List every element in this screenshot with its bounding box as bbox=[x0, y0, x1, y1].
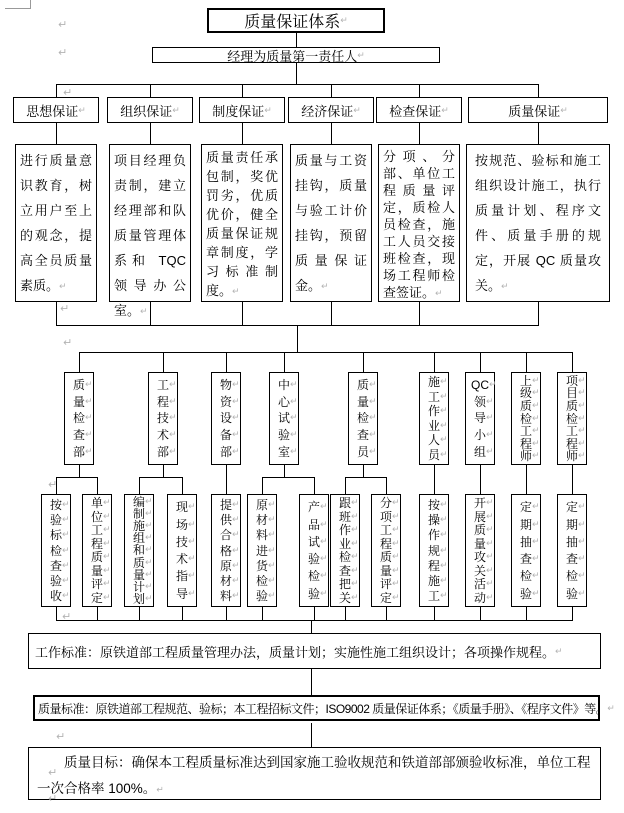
connector-line bbox=[434, 607, 435, 620]
connector-line bbox=[56, 84, 539, 85]
department-box: 项 ↵ 目 ↵ 质 ↵ 检 ↵ 工 ↵ 程 ↵ 师 ↵ bbox=[557, 372, 587, 465]
paragraph-mark-icon: ↵ bbox=[48, 767, 58, 779]
department-box: 工 ↵ 程 ↵ 技 ↵ 术 ↵ 部 ↵ bbox=[148, 372, 178, 465]
connector-line bbox=[139, 477, 183, 478]
paragraph-mark-icon: ↵ bbox=[353, 104, 361, 115]
paragraph-mark-icon: ↵ bbox=[607, 702, 615, 713]
paragraph-mark-icon: ↵ bbox=[58, 19, 68, 31]
root-box bbox=[207, 8, 385, 33]
connector-line bbox=[434, 352, 435, 372]
connector-line bbox=[526, 465, 527, 494]
connector-line bbox=[480, 352, 481, 372]
paragraph-mark-icon: ↵ bbox=[232, 286, 240, 297]
paragraph-mark-icon: ↵ bbox=[264, 104, 272, 115]
column-body-quality bbox=[466, 144, 610, 302]
connector-line bbox=[311, 620, 312, 633]
paragraph-mark-icon: ↵ bbox=[555, 645, 563, 656]
column-header-label: 质量保证 bbox=[508, 103, 561, 119]
duty-box: 原 ↵ 材 ↵ 料 ↵ 进 ↵ 货 ↵ 检 ↵ 验 ↵ bbox=[247, 494, 277, 607]
connector-line bbox=[182, 477, 183, 494]
connector-line bbox=[572, 607, 573, 620]
paragraph-mark-icon: ↵ bbox=[63, 337, 73, 349]
connector-line bbox=[284, 352, 285, 372]
connector-line bbox=[56, 302, 57, 325]
connector-line bbox=[297, 325, 298, 352]
connector-line bbox=[419, 123, 420, 144]
table-corner-mark bbox=[5, 0, 31, 9]
connector-line bbox=[242, 123, 243, 144]
connector-line bbox=[139, 477, 140, 494]
connector-line bbox=[538, 302, 539, 325]
connector-line bbox=[314, 477, 315, 494]
paragraph-mark-icon: ↵ bbox=[140, 306, 148, 317]
connector-line bbox=[163, 352, 164, 372]
duty-box: 定 ↵ 期 ↵ 抽 ↵ 查 ↵ 检 ↵ 验 ↵ bbox=[557, 494, 587, 607]
paragraph-mark-icon: ↵ bbox=[156, 784, 164, 795]
column-body-system bbox=[201, 144, 283, 302]
connector-line bbox=[150, 123, 151, 144]
column-body-text: 质量责任承包制，奖优罚劣，优质优价，健全质量保证规章制度，学习标准制度。 bbox=[206, 150, 278, 298]
manager-label: 经理为质量第一责任人 bbox=[227, 48, 358, 64]
connector-line bbox=[331, 84, 332, 97]
connector-line bbox=[526, 352, 527, 372]
connector-line bbox=[296, 63, 297, 84]
connector-line bbox=[56, 477, 98, 478]
connector-line bbox=[314, 607, 315, 620]
connector-line bbox=[538, 123, 539, 144]
connector-line bbox=[311, 669, 312, 695]
duty-box: 单 ↵ 位 ↵ 工 ↵ 程 ↵ 质 ↵ 量 ↵ 评 ↵ 定 ↵ bbox=[82, 494, 112, 607]
connector-line bbox=[331, 123, 332, 144]
column-body-text: 项目经理负责制，建立经理部和队质量管理体系和 TQC 领导办公室。 bbox=[114, 153, 186, 318]
connector-line bbox=[386, 607, 387, 620]
duty-box: 跟 ↵ 班 ↵ 作 ↵ 业 ↵ 检 ↵ 查 ↵ 把 ↵ 关 ↵ bbox=[330, 494, 360, 607]
work-standard-text: 工作标准：原铁道部工程质量管理办法，质量计划；实施性施工组织设计；各项操作规程。 bbox=[35, 644, 556, 660]
duty-box: 定 ↵ 期 ↵ 抽 ↵ 查 ↵ 检 ↵ 验 ↵ bbox=[511, 494, 541, 607]
paragraph-mark-icon: ↵ bbox=[48, 479, 58, 491]
connector-line bbox=[262, 607, 263, 620]
connector-line bbox=[345, 477, 387, 478]
paragraph-mark-icon: ↵ bbox=[357, 49, 365, 60]
connector-line bbox=[419, 302, 420, 325]
duty-box: 编 ↵ 制 ↵ 施 ↵ 组 ↵ 和 ↵ 质 ↵ 量 ↵ 计 ↵ 划 ↵ bbox=[124, 494, 154, 607]
paragraph-mark-icon: ↵ bbox=[62, 611, 72, 623]
connector-line bbox=[139, 607, 140, 620]
connector-line bbox=[56, 123, 57, 144]
column-header-label: 组织保证 bbox=[120, 103, 173, 119]
column-body-text: 质量与工资挂钩，质量与验工计价挂钩，预留质量保证金。 bbox=[295, 153, 367, 293]
department-box: 施 ↵ 工 ↵ 作 ↵ 业 ↵ 人 ↵ 员 ↵ bbox=[419, 372, 449, 465]
connector-line bbox=[331, 302, 332, 325]
quality-goal-text: 质量目标：确保本工程质量标准达到国家施工验收规范和铁道部部颁验收标准，单位工程一次合格率 100%。 bbox=[37, 755, 591, 796]
connector-line bbox=[262, 477, 315, 478]
connector-line bbox=[345, 607, 346, 620]
column-body-economy bbox=[290, 144, 372, 302]
column-body-text: 按规范、验标和施工组织设计施工，执行质量计划、程序文件、质量手册的规定，开展 QC 质量攻关。 bbox=[475, 153, 601, 293]
connector-line bbox=[242, 84, 243, 97]
column-header-label: 制度保证 bbox=[212, 103, 265, 119]
department-box: 质 ↵ 量 ↵ 检 ↵ 查 ↵ 员 ↵ bbox=[348, 372, 378, 465]
column-header-inspection bbox=[376, 97, 462, 123]
connector-line bbox=[150, 302, 151, 325]
column-header-economy bbox=[288, 97, 374, 123]
column-header-ideology bbox=[13, 97, 99, 123]
paragraph-mark-icon: ↵ bbox=[172, 104, 180, 115]
connector-line bbox=[150, 84, 151, 97]
paragraph-mark-icon: ↵ bbox=[501, 281, 509, 292]
department-box: 物 ↵ 资 ↵ 设 ↵ 备 ↵ 部 ↵ bbox=[211, 372, 241, 465]
connector-line bbox=[262, 477, 263, 494]
connector-line bbox=[163, 465, 164, 477]
paragraph-mark-icon: ↵ bbox=[48, 793, 58, 805]
quality-goal-box bbox=[28, 747, 601, 800]
connector-line bbox=[79, 465, 80, 477]
paragraph-mark-icon: ↵ bbox=[435, 288, 443, 299]
connector-line bbox=[97, 607, 98, 620]
work-standard-box bbox=[28, 633, 601, 669]
connector-line bbox=[182, 607, 183, 620]
duty-box: 分 ↵ 项 ↵ 工 ↵ 程 ↵ 质 ↵ 量 ↵ 评 ↵ 定 ↵ bbox=[371, 494, 401, 607]
connector-line bbox=[538, 84, 539, 97]
column-body-inspection bbox=[378, 144, 460, 302]
paragraph-mark-icon: ↵ bbox=[59, 281, 67, 292]
connector-line bbox=[56, 620, 573, 621]
duty-box: 产 ↵ 品 ↵ 试 ↵ 验 ↵ 检 ↵ 验 ↵ bbox=[299, 494, 329, 607]
column-body-text: 进行质量意识教育，树立用户至上的观念，提高全员质量素质。 bbox=[20, 153, 92, 293]
connector-line bbox=[56, 84, 57, 97]
duty-box: 按 ↵ 验 ↵ 标 ↵ 检 ↵ 查 ↵ 验 ↵ 收 ↵ bbox=[41, 494, 71, 607]
connector-line bbox=[386, 477, 387, 494]
quality-standard-box bbox=[33, 695, 615, 721]
connector-line bbox=[419, 84, 420, 97]
connector-line bbox=[226, 352, 227, 372]
connector-line bbox=[363, 352, 364, 372]
connector-line bbox=[56, 607, 57, 620]
duty-box: 现 ↵ 场 ↵ 技 ↵ 术 ↵ 指 ↵ 导 ↵ bbox=[167, 494, 197, 607]
paragraph-mark-icon: ↵ bbox=[441, 104, 449, 115]
connector-line bbox=[345, 477, 346, 494]
connector-line bbox=[434, 465, 435, 494]
department-box: QC ↵ 领 ↵ 导 ↵ 小 ↵ 组 ↵ bbox=[465, 372, 495, 465]
paragraph-mark-icon: ↵ bbox=[60, 303, 70, 315]
paragraph-mark-icon: ↵ bbox=[56, 731, 66, 743]
connector-line bbox=[572, 352, 573, 372]
connector-line bbox=[226, 465, 227, 494]
quality-standard-text: 质量标准：原铁道部工程规范、验标；本工程招标文件；ISO9002 质量保证体系；《质量手册》、《程序文件》等。 bbox=[38, 701, 608, 716]
column-header-system bbox=[199, 97, 285, 123]
column-header-organization bbox=[107, 97, 193, 123]
connector-line bbox=[480, 465, 481, 494]
column-header-quality bbox=[468, 97, 608, 123]
column-body-organization bbox=[109, 144, 191, 318]
column-body-text: 分项、分部、单位工程质量评定，质检人员检查，施工人员交接班检查，现场工程师检查签证。 bbox=[383, 149, 455, 300]
paragraph-mark-icon: ↵ bbox=[560, 104, 568, 115]
connector-line bbox=[480, 607, 481, 620]
duty-box: 按 ↵ 操 ↵ 作 ↵ 规 ↵ 程 ↵ 施 ↵ 工 ↵ bbox=[419, 494, 449, 607]
root-label: 质量保证体系 bbox=[244, 14, 341, 31]
connector-line bbox=[572, 465, 573, 494]
department-box: 质 ↵ 量 ↵ 检 ↵ 查 ↵ 部 ↵ bbox=[64, 372, 94, 465]
column-header-label: 经济保证 bbox=[301, 103, 354, 119]
connector-line bbox=[226, 607, 227, 620]
connector-line bbox=[242, 302, 243, 325]
connector-line bbox=[79, 352, 80, 372]
connector-line bbox=[79, 352, 573, 353]
column-header-label: 思想保证 bbox=[26, 103, 79, 119]
paragraph-mark-icon: ↵ bbox=[78, 104, 86, 115]
connector-line bbox=[284, 465, 285, 477]
department-box: 中 ↵ 心 ↵ 试 ↵ 验 ↵ 室 ↵ bbox=[269, 372, 299, 465]
paragraph-mark-icon: ↵ bbox=[58, 47, 68, 59]
paragraph-mark-icon: ↵ bbox=[321, 281, 329, 292]
manager-box bbox=[152, 47, 440, 63]
connector-line bbox=[97, 477, 98, 494]
duty-box: 开 ↵ 展 ↵ 质 ↵ 量 ↵ 攻 ↵ 关 ↵ 活 ↵ 动 ↵ bbox=[465, 494, 495, 607]
department-box: 上 ↵ 级 ↵ 质 ↵ 检 ↵ 工 ↵ 程 ↵ 师 ↵ bbox=[511, 372, 541, 465]
connector-line bbox=[363, 465, 364, 477]
paragraph-mark-icon: ↵ bbox=[63, 87, 73, 99]
column-header-label: 检查保证 bbox=[389, 103, 442, 119]
connector-line bbox=[296, 33, 297, 47]
paragraph-mark-icon: ↵ bbox=[340, 15, 348, 25]
duty-box: 提 ↵ 供 ↵ 合 ↵ 格 ↵ 原 ↵ 材 ↵ 料 ↵ bbox=[211, 494, 241, 607]
column-body-ideology bbox=[15, 144, 97, 302]
connector-line bbox=[311, 723, 312, 747]
connector-line bbox=[526, 607, 527, 620]
